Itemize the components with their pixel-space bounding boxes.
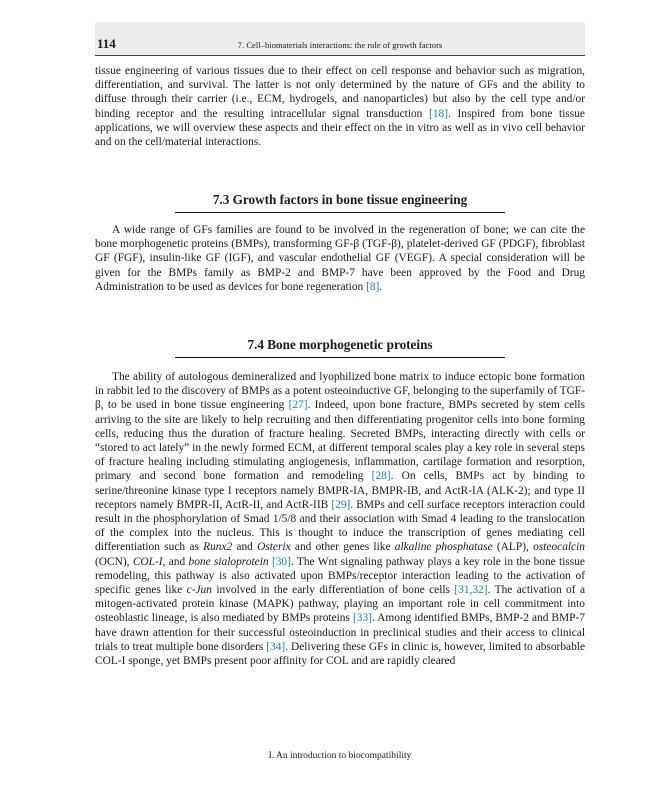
- gene-name: osteocalcin: [533, 541, 585, 554]
- gene-name: COL-I: [132, 555, 163, 568]
- intro-paragraph: tissue engineering of various tissues due to their effect on cell response and behavior such as migration, differentiation, and survival. The latter is not only determined by the nature of GFs and the ability to diffuse through their carrier (i.e., ECM, hydrogels, and nanoparticles) but also by the cell type and/or binding receptor and the resulting intracellular signal transduction [18]. Inspired from bone tissue applications, we will overview these aspects and their effect on the in vitro as well as in vivo cell behavior and on the cell/material interactions.: [95, 65, 585, 149]
- gene-name: alkaline phosphatase: [394, 541, 493, 554]
- section-rule: [175, 212, 505, 213]
- gene-name: Runx2: [203, 541, 233, 554]
- citation-link[interactable]: [28]: [371, 470, 391, 483]
- header-rule: [95, 55, 585, 56]
- section-title: 7.4 Bone morphogenetic proteins: [247, 337, 433, 352]
- section-heading-7-3: [175, 192, 505, 213]
- intro-paragraph-block: [95, 64, 585, 149]
- page-number: 114: [97, 36, 116, 51]
- gene-name: bone sialoprotein: [188, 555, 269, 568]
- citation-link[interactable]: [34]: [266, 640, 286, 653]
- gene-name: Osterix: [257, 541, 291, 554]
- section-rule: [175, 357, 505, 358]
- section-7-3-body: [95, 223, 585, 294]
- page-footer: I. An introduction to biocompatibility: [268, 751, 412, 761]
- gene-name: c-Jun: [186, 584, 212, 597]
- citation-link[interactable]: [8]: [366, 280, 380, 293]
- citation-link[interactable]: [29]: [331, 498, 351, 511]
- body-paragraph: The ability of autologous demineralized and lyophilized bone matrix to induce ectopic bone formation in rabbit led to the discovery of BMPs as a potent osteoinductive GF, belonging to the superfamily of TGF-β, to be used in bone tissue engineering [27]. Indeed, upon bone fracture, BMPs secreted by stem cells arriving to the site are likely to help recruiting and then differentiating progenitor cells into bone forming cells, reducing thus the duration of fracture healing. Secreted BMPs, interacting directly with cells or “stored to act lately” in the newly formed ECM, at different temporal scales play a key role in several steps of fracture healing including stimulating angiogenesis, inflammation, cartilage formation and resorption, primary and second bone formation and remodeling [28]. On cells, BMPs act by binding to serine/threonine kinase type I receptors namely BMPR-IA, BMPR-IB, and ActR-IA (ALK-2); and type II receptors namely BMPR-II, ActR-II, and ActR-IIB [29]. BMPs and cell surface receptors interaction could result in the phosphorylation of Smad 1/5/8 and their association with Smad 4 leading to the translocation of the complex into the nucleus. This is thought to induce the transcription of genes mediating cell differentiation such as Runx2 and Osterix and other genes like alkaline phosphatase (ALP), osteocalcin (OCN), COL-I, and bone sialoprotein [30]. The Wnt signaling pathway plays a key role in the bone tissue remodeling, this pathway is also activated upon BMPs/receptor interaction leading to the activation of specific genes like c-Jun involved in the early differentiation of bone cells [31,32]. The activation of a mitogen-activated protein kinase (MAPK) pathway, playing an important role in cell commitment into osteoblastic lineage, is also mediated by BMPs proteins [33]. Among identified BMPs, BMP-2 and BMP-7 have drawn attention for their successful osteoinduction in preclinical studies and their access to clinical trials to treat multiple bone disorders [34]. Delivering these GFs in clinic is, however, limited to absorbable COL-I sponge, yet BMPs present poor affinity for COL and are rapidly cleared: [95, 371, 585, 668]
- body-paragraph: A wide range of GFs families are found to be involved in the regeneration of bone; we can cite the bone morphogenetic proteins (BMPs), transforming GF-β (TGF-β), platelet-derived GF (PDGF), fibroblast GF (FGF), insulin-like GF (IGF), and vascular endothelial GF (VEGF). A special consideration will be given for the BMPs family as BMP-2 and BMP-7 have been approved by the Food and Drug Administration to be used as devices for bone regeneration [8].: [95, 224, 585, 293]
- citation-link[interactable]: [18]: [429, 107, 449, 120]
- section-title: 7.3 Growth factors in bone tissue engineering: [212, 192, 468, 207]
- citation-link[interactable]: [30]: [271, 555, 291, 568]
- running-header: [95, 22, 585, 56]
- citation-link[interactable]: [27]: [288, 399, 308, 412]
- citation-link[interactable]: [33]: [352, 612, 372, 625]
- running-title: 7. Cell–biomaterials interactions: the role of growth factors: [237, 40, 443, 50]
- citation-link[interactable]: [31,32]: [454, 584, 488, 597]
- section-7-4-body: [95, 370, 585, 668]
- section-heading-7-4: [175, 337, 505, 358]
